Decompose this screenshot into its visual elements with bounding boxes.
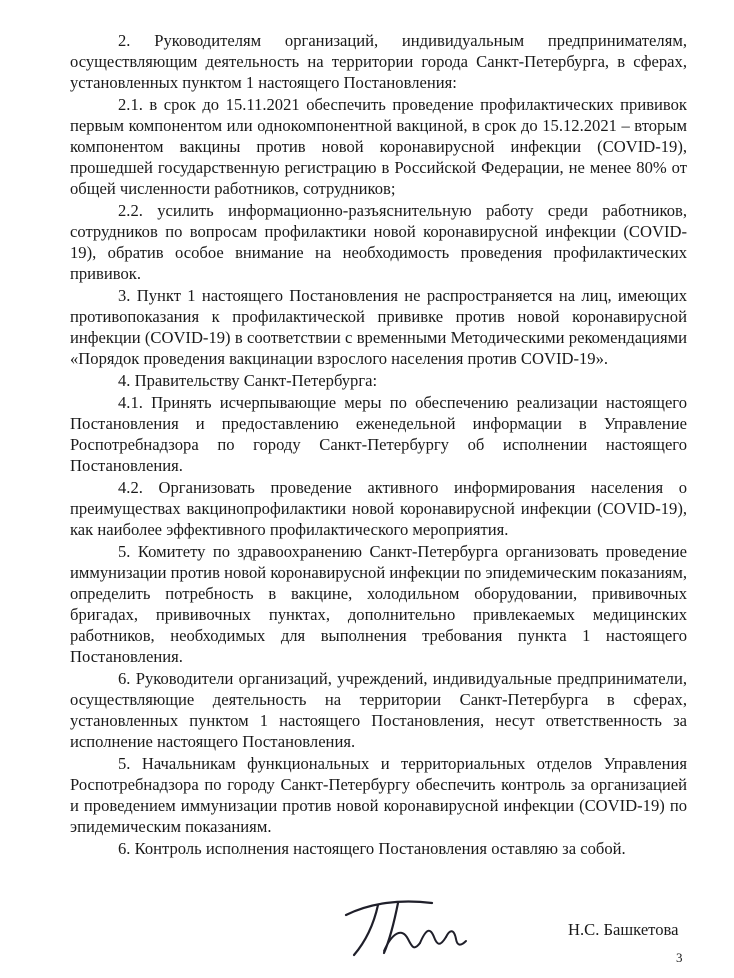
paragraph-item-6: 6. Руководители организаций, учреждений, индивидуальные предприниматели, осуществляющие деятельность на территории Санкт-Петербурга в сферах, установленных пунктом 1 настоящего Постановления, несут ответственность за исполнение настоящего Постановления. (70, 669, 687, 751)
paragraph-item-2-1: 2.1. в срок до 15.11.2021 обеспечить проведение профилактических прививок первым компонентом или однокомпонентной вакциной, в срок до 15.12.2021 – вторым компонентом вакцины против новой коронавирусной инфекции (COVID-19), прошедшей государственную регистрацию в Российской Федерации, не менее 80% от общей численности работников, сотрудников; (70, 95, 687, 198)
paragraph-item-6-repeat: 6. Контроль исполнения настоящего Постановления оставляю за собой. (118, 839, 626, 858)
paragraph-item-2: 2. Руководителям организаций, индивидуальным предпринимателям, осуществляющим деятельность на территории города Санкт-Петербурга, в сферах, установленных пунктом 1 настоящего Постановления: (70, 31, 687, 92)
paragraph-item-5-repeat: 5. Начальникам функциональных и территориальных отделов Управления Роспотребнадзора по городу Санкт-Петербургу обеспечить контроль за организацией и проведением иммунизации против новой коронавирусной инфекции (COVID-19) по эпидемическим показаниям. (70, 754, 687, 836)
paragraph-item-4: 4. Правительству Санкт-Петербурга: (118, 371, 378, 390)
page-number: 3 (676, 950, 683, 965)
paragraph-item-3: 3. Пункт 1 настоящего Постановления не распространяется на лиц, имеющих противопоказания к профилактической прививке против новой коронавирусной инфекции (COVID-19) в соответствии с временными Методическими рекомендациями «Порядок проведения вакцинации взрослого населения против COVID-19». (70, 286, 687, 368)
document-body (70, 30, 687, 860)
signer-name: Н.С. Башкетова (568, 920, 679, 939)
paragraph-item-5: 5. Комитету по здравоохранению Санкт-Петербурга организовать проведение иммунизации против новой коронавирусной инфекции по эпидемическим показаниям, определить потребность в вакцине, холодильном оборудовании, прививочных бригадах, прививочных пунктах, дополнительно привлекаемых медицинских работников, необходимых для выполнения требования пункта 1 настоящего Постановления. (70, 542, 687, 666)
handwritten-signature (340, 893, 470, 963)
paragraph-item-4-1: 4.1. Принять исчерпывающие меры по обеспечению реализации настоящего Постановления и предоставлению еженедельной информации в Управление Роспотребнадзора по городу Санкт-Петербургу об исполнении настоящего Постановления. (70, 393, 687, 475)
paragraph-item-2-2: 2.2. усилить информационно-разъяснительную работу среди работников, сотрудников по вопросам профилактики новой коронавирусной инфекции (COVID-19), обратив особое внимание на необходимость проведения профилактических прививок. (70, 201, 687, 283)
paragraph-item-4-2: 4.2. Организовать проведение активного информирования населения о преимуществах вакцинопрофилактики новой коронавирусной инфекции (COVID-19), как наиболее эффективного профилактического мероприятия. (70, 478, 687, 539)
